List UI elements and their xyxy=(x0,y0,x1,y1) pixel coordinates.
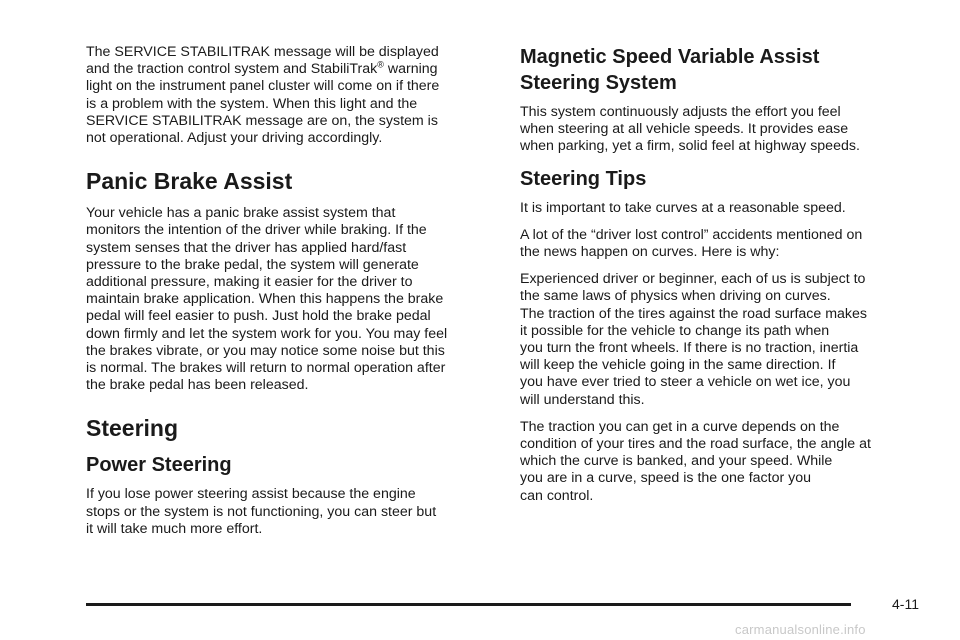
power-steering-paragraph: If you lose power steering assist because the engine stops or the system is not functioning, you can steer but it will take much more effort. xyxy=(86,486,437,537)
intro-paragraph xyxy=(86,44,490,147)
power-steering-heading: Power Steering xyxy=(86,454,232,477)
magnetic-steering-heading: Magnetic Speed Variable Assist Steering System xyxy=(520,46,820,94)
intro-text-part2: warning light on the instrument panel cluster will come on if there is a problem with the system. When this light and the SERVICE STABILITRAK message are on, the system is not operational. Adjust your driving accordingly. xyxy=(86,61,440,147)
steering-tips-paragraph-4: The traction you can get in a curve depends on the condition of your tires and the road surface, the angle at which the curve is banked, and your speed. While you are in a curve, speed is the one factor you can control. xyxy=(520,418,871,504)
steering-tips-heading: Steering Tips xyxy=(520,167,647,190)
watermark: carmanualsonline.info xyxy=(735,622,866,637)
steering-tips-paragraph-2: A lot of the “driver lost control” accidents mentioned on the news happen on curves. Here is why: xyxy=(520,226,863,261)
footer-rule xyxy=(86,603,851,606)
panic-brake-assist-paragraph: Your vehicle has a panic brake assist system that monitors the intention of the driver while braking. If the system senses that the driver has applied hard/fast pressure to the brake pedal, the system will generate additional pressure, making it easier for the driver to maintain brake application. When this happens the brake pedal will feel easier to push. Just hold the brake pedal down firmly and let the system work for you. You may feel the brakes vibrate, or you may notice some noise but this is normal. The brakes will return to normal operation after the brake pedal has been released. xyxy=(86,205,448,394)
registered-mark: ® xyxy=(377,59,384,70)
page-number: 4-11 xyxy=(892,596,919,612)
steering-tips-paragraph-3: Experienced driver or beginner, each of us is subject to the same laws of physics when driving on curves. The traction of the tires against the road surface makes it possible for the vehicle to change its path when you turn the front wheels. If there is no traction, inertia will keep the vehicle going in the same direction. If you have ever tried to steer a vehicle on wet ice, you will understand this. xyxy=(520,271,867,408)
intro-text-part1: The SERVICE STABILITRAK message will be displayed and the traction control system and StabiliTrak xyxy=(86,44,439,78)
magnetic-steering-paragraph: This system continuously adjusts the effort you feel when steering at all vehicle speeds. It provides ease when parking, yet a firm, solid feel at highway speeds. xyxy=(520,104,860,155)
steering-heading: Steering xyxy=(86,415,179,442)
panic-brake-assist-heading: Panic Brake Assist xyxy=(86,168,293,195)
steering-tips-paragraph-1: It is important to take curves at a reasonable speed. xyxy=(520,199,846,216)
right-column xyxy=(520,44,930,515)
left-column xyxy=(86,44,490,548)
